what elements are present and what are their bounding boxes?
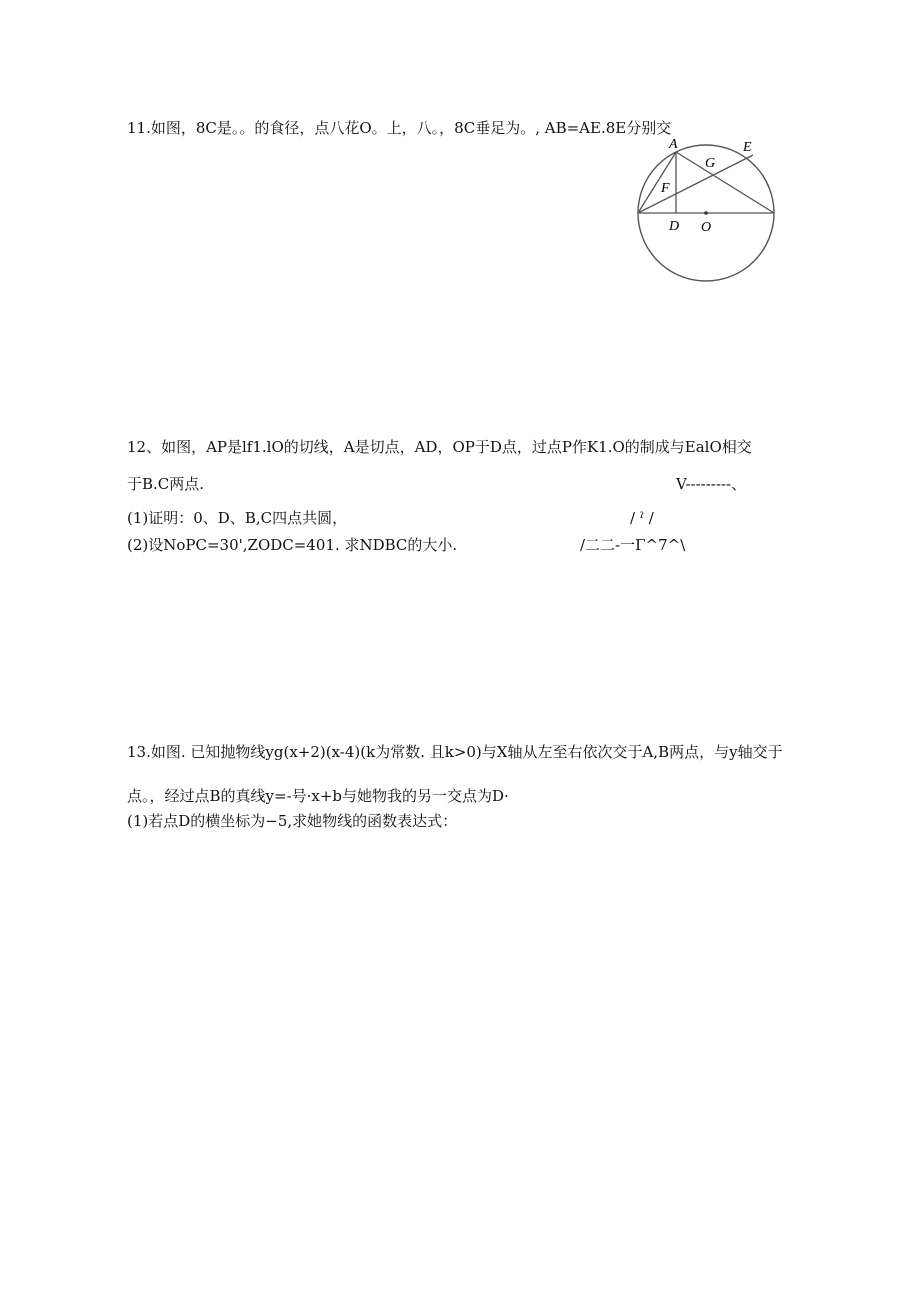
question-12-line-1: 12、如图，AP是lf1.lO的切线，A是切点，AD，OP于D点，过点P作K1.O的制成与EalO相交 [127, 438, 752, 456]
label-a: A [669, 137, 678, 152]
circle-diagram [625, 135, 785, 290]
segment-ac [676, 152, 774, 213]
question-12-figure-fragment-3: /二二-一Γ^7^\ [580, 536, 686, 554]
question-12-part-1: (1)证明：0、D、B,C四点共圆， [127, 509, 348, 527]
question-12-part-2: (2)设NoPC=30',ZODC=401. 求NDBC的大小. [127, 536, 458, 554]
question-11-text: 11.如图，8C是。。的食径，点八花O。上，八。，8C垂足为。, AB=AE.8E分别交 [127, 119, 672, 137]
label-d: D [669, 219, 680, 234]
label-g: G [705, 156, 716, 171]
question-13-line-1: 13.如图. 已知抛物线yg(x+2)(x-4)(k为常数. 且k>0)与X轴从左至右依次交于A,B两点，与y轴交于 [127, 743, 783, 761]
label-o: O [701, 220, 712, 235]
label-f: F [661, 181, 670, 196]
center-point [704, 211, 708, 215]
question-12-figure-fragment-2: / ˀ / [630, 509, 654, 527]
question-13-line-2: 点。，经过点B的真线y=-号·x+b与她物我的另一交点为D· [127, 787, 509, 805]
label-e: E [743, 140, 752, 155]
question-13-part-1: (1)若点D的横坐标为−5,求她物线的函数表达式： [127, 812, 458, 830]
question-12-line-2: 于B.C两点. [127, 475, 205, 493]
question-12-figure-fragment-1: V---------、 [676, 475, 747, 493]
